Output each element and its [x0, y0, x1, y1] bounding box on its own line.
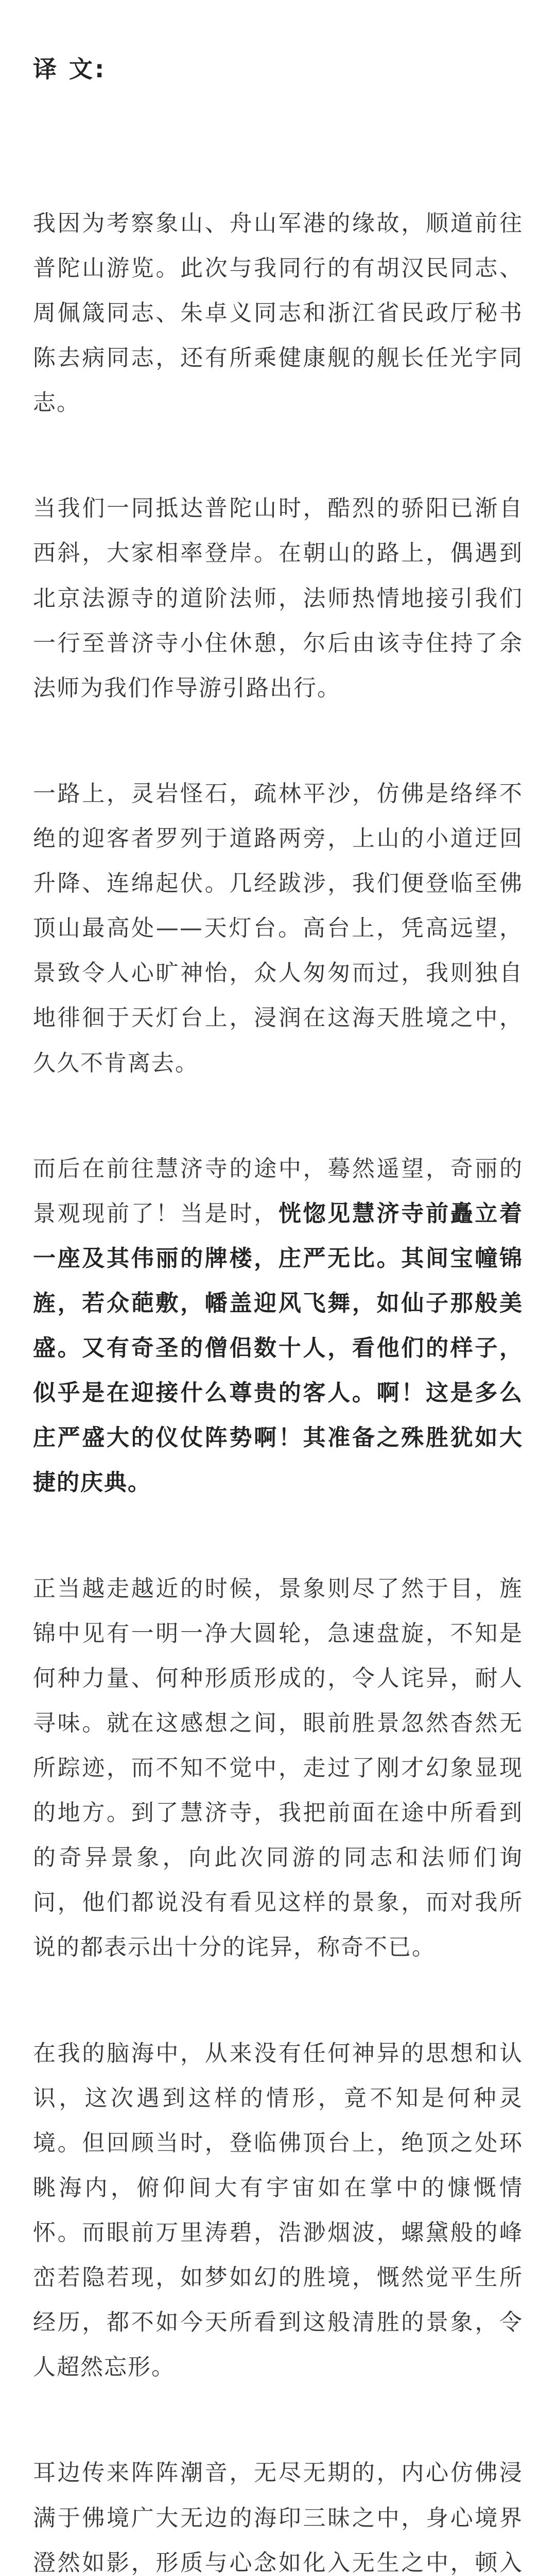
paragraph-3-text: 一路上，灵岩怪石，疏林平沙，仿佛是络绎不绝的迎客者罗列于道路两旁，上山的小道迂回升降、连绵起伏。几经跋涉，我们便登临至佛顶山最高处——天灯台。高台上，凭高远望，景致令人心旷神怡，众人匆匆而过，我则独自地徘徊于天灯台上，浸润在这海天胜境之中，久久不肯离去。: [33, 780, 523, 1076]
translation-heading: 译 文:: [33, 55, 107, 83]
paragraph-6-text: 在我的脑海中，从来没有任何神异的思想和认识，这次遇到这样的情形，竟不知是何种灵境。但回顾当时，登临佛顶台上，绝顶之处环眺海内，俯仰间大有宇宙如在掌中的慷慨情怀。而眼前万里涛碧，浩渺烟波，螺黛般的峰峦若隐若现，如梦如幻的胜境，慨然觉平生所经历，都不如今天所看到这般清胜的景象，令人超然忘形。: [33, 2040, 523, 2381]
paragraph-5-text: 正当越走越近的时候，景象则尽了然于目，旌锦中见有一明一净大圆轮，急速盘旋，不知是何种力量、何种形质形成的，令人诧异，耐人寻味。就在这感想之间，眼前胜景忽然杳然无所踪迹，而不知不觉中，走过了刚才幻象显现的地方。到了慧济寺，我把前面在途中所看到的奇异景象，向此次同游的同志和法师们询问，他们都说没有看见这样的景象，而对我所说的都表示出十分的诧异，称奇不已。: [33, 1575, 523, 1961]
paragraph-7-text: 耳边传来阵阵潮音，无尽无期的，内心仿佛浸满于佛境广大无边的海印三昧之中，身心境界澄然如影，形质与心念如化入无生之中，顿入: [33, 2460, 523, 2576]
paragraph-4-emphasis: 恍惚见慧济寺前矗立着一座及其伟丽的牌楼，庄严无比。其间宝幢锦旌，若众葩敷，幡盖迎风飞舞，如仙子那般美盛。又有奇圣的僧侣数十人，看他们的样子，似乎是在迎接什么尊贵的客人。啊！这是多么庄严盛大的仪仗阵势啊！其准备之殊胜犹如大捷的庆典。: [33, 1200, 524, 1496]
paragraph-6: [33, 2031, 523, 2390]
paragraph-2-text: 当我们一同抵达普陀山时，酷烈的骄阳已渐自西斜，大家相率登岸。在朝山的路上，偶遇到北京法源寺的道阶法师，法师热情地接引我们一行至普济寺小住休憩，尔后由该寺住持了余法师为我们作导游引路出行。: [33, 495, 523, 701]
paragraph-5: [33, 1566, 523, 1970]
paragraph-1-text: 我因为考察象山、舟山军港的缘故，顺道前往普陀山游览。此次与我同行的有胡汉民同志、周佩箴同志、朱卓义同志和浙江省民政厅秘书陈去病同志，还有所乘健康舰的舰长任光宇同志。: [33, 210, 523, 416]
paragraph-4: [33, 1146, 523, 1505]
paragraph-4-text: 而后在前往慧济寺的途中，蓦然遥望，奇丽的景观现前了！当是时，: [33, 1155, 523, 1227]
paragraph-7: [33, 2450, 523, 2576]
paragraph-1: [33, 201, 523, 426]
paragraph-3: [33, 771, 523, 1086]
paragraph-2: [33, 486, 523, 710]
